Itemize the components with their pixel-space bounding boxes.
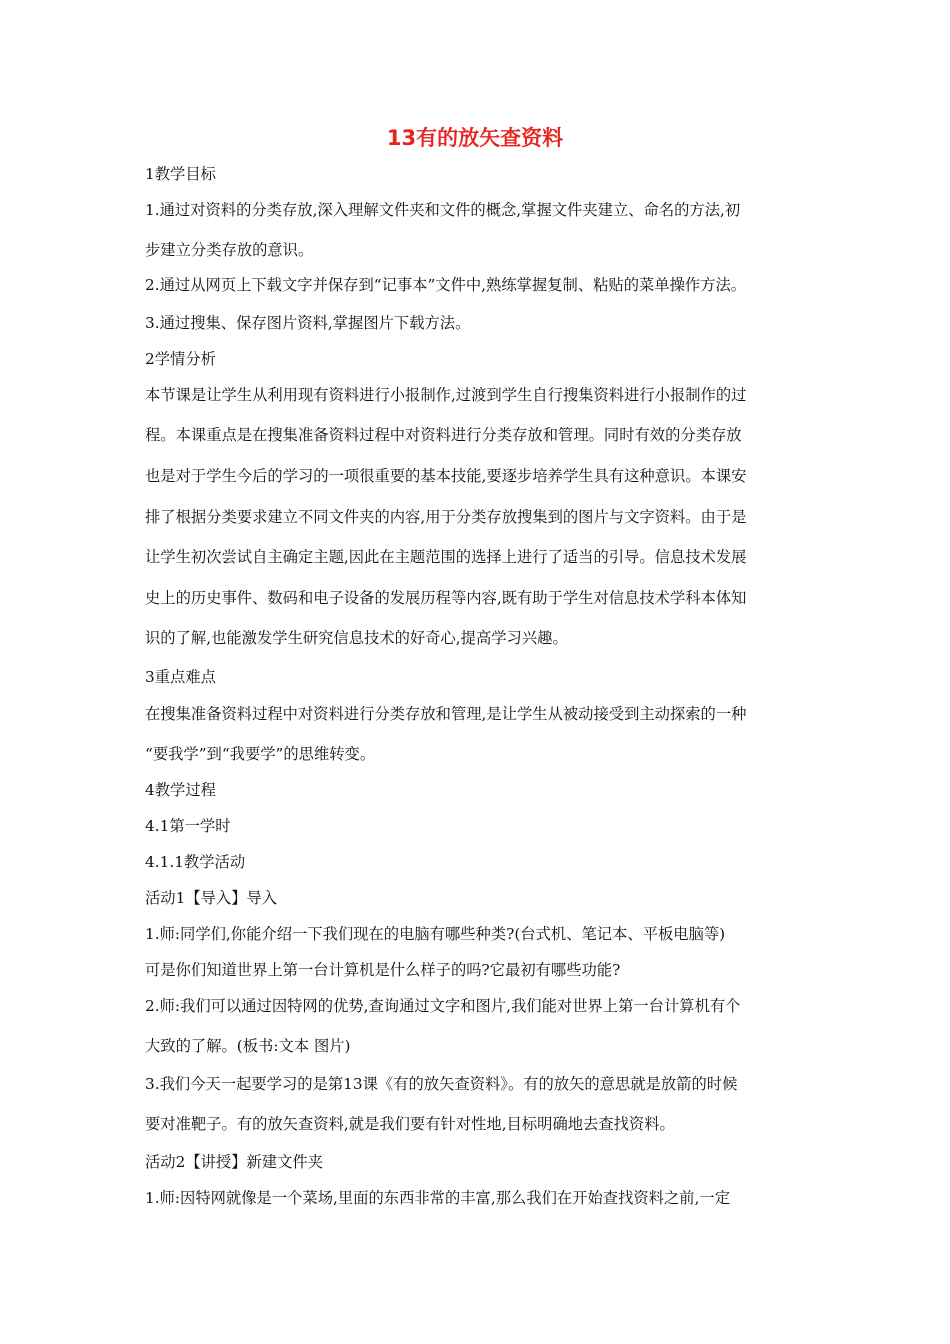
paragraph-line: 可是你们知道世界上第一台计算机是什么样子的吗?它最初有哪些功能? [145,961,621,979]
heading-activity-2: 活动2【讲授】新建文件夹 [145,1153,323,1171]
heading-activities: 4.1.1教学活动 [145,853,246,871]
heading-activity-1: 活动1【导入】导入 [145,889,278,907]
heading-objectives: 1教学目标 [145,165,216,183]
paragraph-line: 3.我们今天一起要学习的是第13课《有的放矢查资料》。有的放矢的意思就是放箭的时候 [145,1075,738,1093]
paragraph-line: 1.通过对资料的分类存放,深入理解文件夹和文件的概念,掌握文件夹建立、命名的方法,初 [145,201,741,219]
paragraph-line: 本节课是让学生从利用现有资料进行小报制作,过渡到学生自行搜集资料进行小报制作的过 [145,386,747,404]
paragraph-line: 大致的了解。(板书:文本 图片) [145,1037,351,1055]
paragraph-line: 程。本课重点是在搜集准备资料过程中对资料进行分类存放和管理。同时有效的分类存放 [145,426,742,444]
paragraph-line: 1.师:因特网就像是一个菜场,里面的东西非常的丰富,那么我们在开始查找资料之前,一定 [145,1189,731,1207]
paragraph-line: “要我学”到“我要学”的思维转变。 [145,745,376,763]
paragraph-line: 识的了解,也能激发学生研究信息技术的好奇心,提高学习兴趣。 [145,629,568,647]
document-title: 13有的放矢查资料 [386,126,564,150]
paragraph-line: 要对准靶子。有的放矢查资料,就是我们要有针对性地,目标明确地去查找资料。 [145,1115,675,1133]
paragraph-line: 史上的历史事件、数码和电子设备的发展历程等内容,既有助于学生对信息技术学科本体知 [145,589,747,607]
paragraph-line: 排了根据分类要求建立不同文件夹的内容,用于分类存放搜集到的图片与文字资料。由于是 [145,508,747,526]
paragraph-line: 也是对于学生今后的学习的一项很重要的基本技能,要逐步培养学生具有这种意识。本课安 [145,467,747,485]
paragraph-line: 2.师:我们可以通过因特网的优势,查询通过文字和图片,我们能对世界上第一台计算机有个 [145,997,741,1015]
heading-lesson-1: 4.1第一学时 [145,817,231,835]
paragraph-line: 3.通过搜集、保存图片资料,掌握图片下载方法。 [145,314,471,332]
paragraph-line: 让学生初次尝试自主确定主题,因此在主题范围的选择上进行了适当的引导。信息技术发展 [145,548,747,566]
paragraph-line: 步建立分类存放的意识。 [145,241,314,259]
paragraph-line: 2.通过从网页上下载文字并保存到“记事本”文件中,熟练掌握复制、粘贴的菜单操作方法。 [145,276,747,294]
paragraph-line: 1.师:同学们,你能介绍一下我们现在的电脑有哪些种类?(台式机、笔记本、平板电脑等) [145,925,726,943]
heading-process: 4教学过程 [145,781,216,799]
heading-key-points: 3重点难点 [145,668,216,686]
paragraph-line: 在搜集准备资料过程中对资料进行分类存放和管理,是让学生从被动接受到主动探索的一种 [145,705,747,723]
heading-analysis: 2学情分析 [145,350,216,368]
